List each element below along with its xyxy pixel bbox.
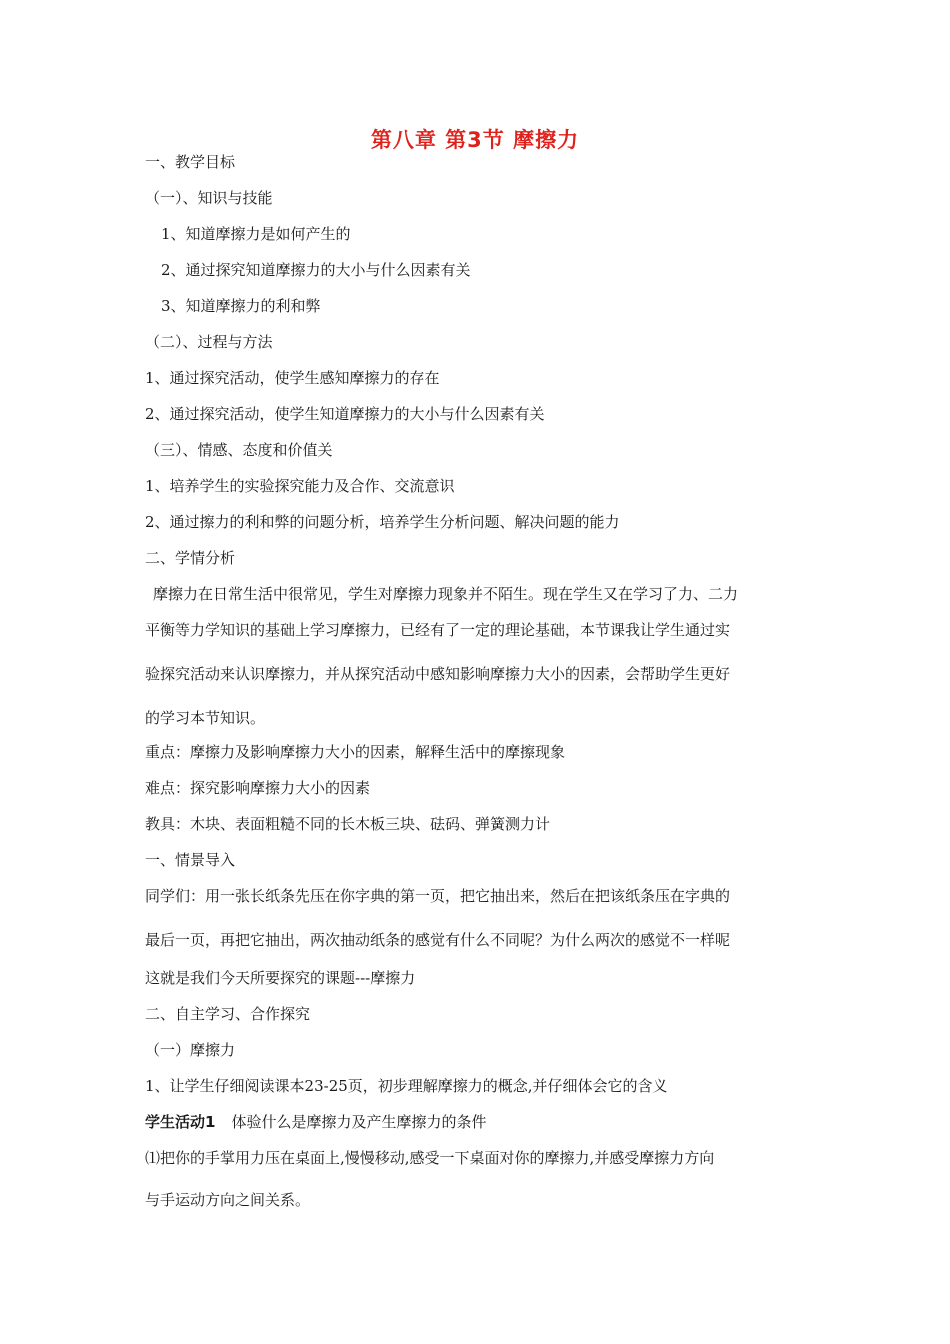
list-item: 3、知道摩擦力的利和弊 xyxy=(161,297,321,315)
list-item: 1、知道摩擦力是如何产生的 xyxy=(161,225,351,243)
section-heading: 二、学情分析 xyxy=(145,549,236,567)
paragraph-line: 验探究活动来认识摩擦力，并从探究活动中感知影响摩擦力大小的因素，会帮助学生更好 xyxy=(145,665,731,683)
list-item: 1、培养学生的实验探究能力及合作、交流意识 xyxy=(145,477,455,495)
subsection-heading: （二）、过程与方法 xyxy=(145,333,273,351)
list-item: 1、让学生仔细阅读课本23-25页，初步理解摩擦力的概念,并仔细体会它的含义 xyxy=(145,1077,668,1095)
page-title: 第八章 第3节 摩擦力 xyxy=(370,128,580,152)
subsection-heading: （一）、知识与技能 xyxy=(145,189,273,207)
activity-label: 学生活动1 xyxy=(145,1113,216,1131)
teaching-aids-line: 教具：木块、表面粗糙不同的长木板三块、砝码、弹簧测力计 xyxy=(145,815,551,833)
section-heading: 二、自主学习、合作探究 xyxy=(145,1005,311,1023)
paragraph-line: 平衡等力学知识的基础上学习摩擦力，已经有了一定的理论基础，本节课我让学生通过实 xyxy=(145,621,731,639)
activity-text: 体验什么是摩擦力及产生摩擦力的条件 xyxy=(231,1113,487,1131)
paragraph-line: 与手运动方向之间关系。 xyxy=(145,1191,311,1209)
section-heading: 一、情景导入 xyxy=(145,851,236,869)
list-item: 2、通过擦力的利和弊的问题分析，培养学生分析问题、解决问题的能力 xyxy=(145,513,620,531)
paragraph-line: 这就是我们今天所要探究的课题---摩擦力 xyxy=(145,969,416,987)
paragraph-line: ⑴把你的手掌用力压在桌面上,慢慢移动,感受一下桌面对你的摩擦力,并感受摩擦力方向 xyxy=(145,1149,715,1167)
difficulty-line: 难点：探究影响摩擦力大小的因素 xyxy=(145,779,371,797)
subsection-heading: （一）摩擦力 xyxy=(145,1041,236,1059)
paragraph-line: 最后一页，再把它抽出，两次抽动纸条的感觉有什么不同呢？为什么两次的感觉不一样呢 xyxy=(145,931,731,949)
list-item: 2、通过探究活动，使学生知道摩擦力的大小与什么因素有关 xyxy=(145,405,545,423)
activity-line xyxy=(145,1112,486,1132)
key-point-line: 重点：摩擦力及影响摩擦力大小的因素，解释生活中的摩擦现象 xyxy=(145,743,566,761)
paragraph-line: 同学们：用一张长纸条先压在你字典的第一页，把它抽出来，然后在把该纸条压在字典的 xyxy=(145,887,731,905)
list-item: 2、通过探究知道摩擦力的大小与什么因素有关 xyxy=(161,261,471,279)
paragraph-line: 的学习本节知识。 xyxy=(145,709,266,727)
section-heading: 一、教学目标 xyxy=(145,153,236,171)
list-item: 1、通过探究活动，使学生感知摩擦力的存在 xyxy=(145,369,440,387)
subsection-heading: （三）、情感、态度和价值关 xyxy=(145,441,333,459)
paragraph-line: 摩擦力在日常生活中很常见，学生对摩擦力现象并不陌生。现在学生又在学习了力、二力 xyxy=(153,585,739,603)
